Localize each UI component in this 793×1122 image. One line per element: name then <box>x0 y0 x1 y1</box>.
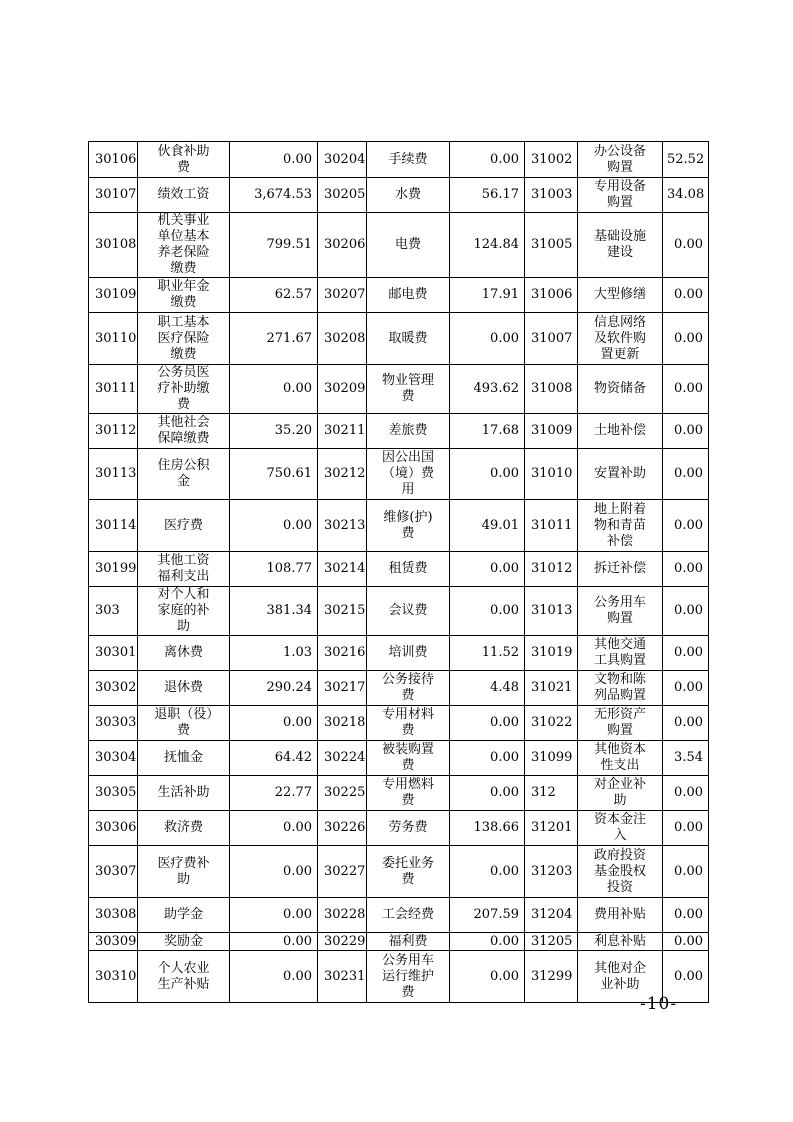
amount-cell: 52.52 <box>663 142 709 178</box>
code-cell: 31201 <box>525 811 578 846</box>
amount-cell: 799.51 <box>230 213 318 278</box>
code-cell: 31021 <box>525 671 578 706</box>
amount-cell: 17.91 <box>450 278 525 313</box>
code-cell: 30310 <box>89 951 138 1003</box>
amount-cell: 0.00 <box>450 846 525 898</box>
code-cell: 30231 <box>318 951 367 1003</box>
table-row <box>89 811 709 846</box>
item-name-cell: 助学金 <box>138 898 230 933</box>
code-cell: 303 <box>89 587 138 636</box>
code-cell: 31205 <box>525 933 578 951</box>
amount-cell: 0.00 <box>663 500 709 552</box>
item-name-cell: 公务员医疗补助缴费 <box>138 365 230 414</box>
item-name-cell: 公务接待费 <box>367 671 450 706</box>
item-name-cell: 政府投资基金股权投资 <box>578 846 663 898</box>
item-name-cell: 电费 <box>367 213 450 278</box>
amount-cell: 207.59 <box>450 898 525 933</box>
amount-cell: 0.00 <box>663 898 709 933</box>
item-name-cell: 被装购置费 <box>367 741 450 776</box>
table-row <box>89 776 709 811</box>
item-name-cell: 取暖费 <box>367 313 450 365</box>
code-cell: 31010 <box>525 449 578 500</box>
code-cell: 30304 <box>89 741 138 776</box>
table-row <box>89 846 709 898</box>
code-cell: 30114 <box>89 500 138 552</box>
item-name-cell: 奖励金 <box>138 933 230 951</box>
amount-cell: 0.00 <box>450 449 525 500</box>
code-cell: 30212 <box>318 449 367 500</box>
code-cell: 30213 <box>318 500 367 552</box>
item-name-cell: 其他社会保障缴费 <box>138 414 230 449</box>
amount-cell: 0.00 <box>450 552 525 587</box>
code-cell: 312 <box>525 776 578 811</box>
amount-cell: 0.00 <box>230 365 318 414</box>
amount-cell: 0.00 <box>663 636 709 671</box>
amount-cell: 108.77 <box>230 552 318 587</box>
item-name-cell: 专用材料费 <box>367 706 450 741</box>
amount-cell: 0.00 <box>663 776 709 811</box>
code-cell: 30218 <box>318 706 367 741</box>
code-cell: 30111 <box>89 365 138 414</box>
item-name-cell: 公务用车购置 <box>578 587 663 636</box>
code-cell: 30305 <box>89 776 138 811</box>
table-row <box>89 671 709 706</box>
code-cell: 30306 <box>89 811 138 846</box>
amount-cell: 0.00 <box>663 587 709 636</box>
item-name-cell: 手续费 <box>367 142 450 178</box>
table-row <box>89 142 709 178</box>
page-number: -10- <box>640 994 678 1014</box>
item-name-cell: 职工基本医疗保险缴费 <box>138 313 230 365</box>
code-cell: 30224 <box>318 741 367 776</box>
item-name-cell: 因公出国（境）费用 <box>367 449 450 500</box>
code-cell: 30209 <box>318 365 367 414</box>
amount-cell: 0.00 <box>230 933 318 951</box>
item-name-cell: 培训费 <box>367 636 450 671</box>
amount-cell: 62.57 <box>230 278 318 313</box>
amount-cell: 0.00 <box>230 951 318 1003</box>
amount-cell: 0.00 <box>663 365 709 414</box>
amount-cell: 0.00 <box>663 414 709 449</box>
item-name-cell: 工会经费 <box>367 898 450 933</box>
code-cell: 30208 <box>318 313 367 365</box>
code-cell: 30207 <box>318 278 367 313</box>
table-row <box>89 313 709 365</box>
code-cell: 30204 <box>318 142 367 178</box>
code-cell: 30302 <box>89 671 138 706</box>
table-row <box>89 933 709 951</box>
table-row <box>89 500 709 552</box>
item-name-cell: 费用补贴 <box>578 898 663 933</box>
item-name-cell: 个人农业生产补贴 <box>138 951 230 1003</box>
item-name-cell: 抚恤金 <box>138 741 230 776</box>
amount-cell: 3.54 <box>663 741 709 776</box>
code-cell: 30229 <box>318 933 367 951</box>
amount-cell: 0.00 <box>230 898 318 933</box>
code-cell: 30226 <box>318 811 367 846</box>
amount-cell: 64.42 <box>230 741 318 776</box>
code-cell: 30206 <box>318 213 367 278</box>
amount-cell: 3,674.53 <box>230 178 318 213</box>
code-cell: 30108 <box>89 213 138 278</box>
amount-cell: 11.52 <box>450 636 525 671</box>
amount-cell: 0.00 <box>450 776 525 811</box>
amount-cell: 124.84 <box>450 213 525 278</box>
item-name-cell: 基础设施建设 <box>578 213 663 278</box>
item-name-cell: 其他工资福利支出 <box>138 552 230 587</box>
item-name-cell: 福利费 <box>367 933 450 951</box>
code-cell: 30228 <box>318 898 367 933</box>
item-name-cell: 安置补助 <box>578 449 663 500</box>
table-row <box>89 587 709 636</box>
table-row <box>89 552 709 587</box>
amount-cell: 138.66 <box>450 811 525 846</box>
amount-cell: 0.00 <box>663 951 709 1003</box>
amount-cell: 1.03 <box>230 636 318 671</box>
amount-cell: 56.17 <box>450 178 525 213</box>
item-name-cell: 职业年金缴费 <box>138 278 230 313</box>
code-cell: 30227 <box>318 846 367 898</box>
amount-cell: 0.00 <box>663 449 709 500</box>
code-cell: 31204 <box>525 898 578 933</box>
item-name-cell: 医疗费补助 <box>138 846 230 898</box>
amount-cell: 0.00 <box>663 811 709 846</box>
item-name-cell: 资本金注入 <box>578 811 663 846</box>
item-name-cell: 绩效工资 <box>138 178 230 213</box>
item-name-cell: 其他交通工具购置 <box>578 636 663 671</box>
item-name-cell: 物业管理费 <box>367 365 450 414</box>
item-name-cell: 无形资产购置 <box>578 706 663 741</box>
amount-cell: 493.62 <box>450 365 525 414</box>
expenditure-table <box>88 141 709 1003</box>
code-cell: 30301 <box>89 636 138 671</box>
item-name-cell: 信息网络及软件购置更新 <box>578 313 663 365</box>
item-name-cell: 伙食补助费 <box>138 142 230 178</box>
table-row <box>89 365 709 414</box>
item-name-cell: 住房公积金 <box>138 449 230 500</box>
code-cell: 30309 <box>89 933 138 951</box>
code-cell: 30214 <box>318 552 367 587</box>
item-name-cell: 退职（役）费 <box>138 706 230 741</box>
item-name-cell: 文物和陈列品购置 <box>578 671 663 706</box>
amount-cell: 4.48 <box>450 671 525 706</box>
code-cell: 31008 <box>525 365 578 414</box>
item-name-cell: 公务用车运行维护费 <box>367 951 450 1003</box>
item-name-cell: 专用燃料费 <box>367 776 450 811</box>
code-cell: 31005 <box>525 213 578 278</box>
item-name-cell: 会议费 <box>367 587 450 636</box>
item-name-cell: 大型修缮 <box>578 278 663 313</box>
code-cell: 30112 <box>89 414 138 449</box>
amount-cell: 34.08 <box>663 178 709 213</box>
amount-cell: 0.00 <box>663 313 709 365</box>
item-name-cell: 对企业补助 <box>578 776 663 811</box>
code-cell: 30107 <box>89 178 138 213</box>
amount-cell: 0.00 <box>230 142 318 178</box>
item-name-cell: 退休费 <box>138 671 230 706</box>
item-name-cell: 利息补贴 <box>578 933 663 951</box>
table-row <box>89 951 709 1003</box>
amount-cell: 0.00 <box>450 706 525 741</box>
item-name-cell: 土地补偿 <box>578 414 663 449</box>
amount-cell: 271.67 <box>230 313 318 365</box>
amount-cell: 0.00 <box>663 213 709 278</box>
code-cell: 30303 <box>89 706 138 741</box>
item-name-cell: 对个人和家庭的补助 <box>138 587 230 636</box>
amount-cell: 0.00 <box>450 587 525 636</box>
amount-cell: 0.00 <box>663 552 709 587</box>
code-cell: 31012 <box>525 552 578 587</box>
code-cell: 31203 <box>525 846 578 898</box>
code-cell: 30110 <box>89 313 138 365</box>
amount-cell: 0.00 <box>663 846 709 898</box>
code-cell: 31299 <box>525 951 578 1003</box>
item-name-cell: 维修(护)费 <box>367 500 450 552</box>
table-body <box>89 142 709 1003</box>
amount-cell: 290.24 <box>230 671 318 706</box>
code-cell: 30199 <box>89 552 138 587</box>
item-name-cell: 水费 <box>367 178 450 213</box>
amount-cell: 0.00 <box>450 741 525 776</box>
table-row <box>89 706 709 741</box>
code-cell: 31006 <box>525 278 578 313</box>
item-name-cell: 医疗费 <box>138 500 230 552</box>
amount-cell: 35.20 <box>230 414 318 449</box>
code-cell: 31009 <box>525 414 578 449</box>
table-row <box>89 898 709 933</box>
code-cell: 30225 <box>318 776 367 811</box>
code-cell: 31019 <box>525 636 578 671</box>
item-name-cell: 生活补助 <box>138 776 230 811</box>
amount-cell: 22.77 <box>230 776 318 811</box>
amount-cell: 0.00 <box>230 811 318 846</box>
item-name-cell: 机关事业单位基本养老保险缴费 <box>138 213 230 278</box>
amount-cell: 750.61 <box>230 449 318 500</box>
item-name-cell: 专用设备购置 <box>578 178 663 213</box>
amount-cell: 0.00 <box>450 142 525 178</box>
code-cell: 31011 <box>525 500 578 552</box>
item-name-cell: 救济费 <box>138 811 230 846</box>
amount-cell: 0.00 <box>230 846 318 898</box>
table-row <box>89 278 709 313</box>
amount-cell: 0.00 <box>663 933 709 951</box>
table-row <box>89 213 709 278</box>
table-row <box>89 178 709 213</box>
code-cell: 30109 <box>89 278 138 313</box>
code-cell: 30205 <box>318 178 367 213</box>
amount-cell: 0.00 <box>230 706 318 741</box>
table-row <box>89 414 709 449</box>
amount-cell: 0.00 <box>663 706 709 741</box>
code-cell: 30113 <box>89 449 138 500</box>
item-name-cell: 劳务费 <box>367 811 450 846</box>
amount-cell: 49.01 <box>450 500 525 552</box>
code-cell: 30215 <box>318 587 367 636</box>
table-row <box>89 636 709 671</box>
item-name-cell: 其他资本性支出 <box>578 741 663 776</box>
code-cell: 30307 <box>89 846 138 898</box>
code-cell: 31002 <box>525 142 578 178</box>
code-cell: 31007 <box>525 313 578 365</box>
amount-cell: 381.34 <box>230 587 318 636</box>
table-row <box>89 449 709 500</box>
amount-cell: 0.00 <box>663 671 709 706</box>
item-name-cell: 委托业务费 <box>367 846 450 898</box>
table-row <box>89 741 709 776</box>
code-cell: 31013 <box>525 587 578 636</box>
item-name-cell: 租赁费 <box>367 552 450 587</box>
code-cell: 30216 <box>318 636 367 671</box>
item-name-cell: 地上附着物和青苗补偿 <box>578 500 663 552</box>
item-name-cell: 其他对企业补助 <box>578 951 663 1003</box>
amount-cell: 0.00 <box>450 313 525 365</box>
code-cell: 30217 <box>318 671 367 706</box>
item-name-cell: 物资储备 <box>578 365 663 414</box>
code-cell: 30211 <box>318 414 367 449</box>
item-name-cell: 办公设备购置 <box>578 142 663 178</box>
code-cell: 31022 <box>525 706 578 741</box>
item-name-cell: 差旅费 <box>367 414 450 449</box>
amount-cell: 0.00 <box>450 951 525 1003</box>
code-cell: 31003 <box>525 178 578 213</box>
amount-cell: 0.00 <box>450 933 525 951</box>
amount-cell: 17.68 <box>450 414 525 449</box>
item-name-cell: 拆迁补偿 <box>578 552 663 587</box>
item-name-cell: 离休费 <box>138 636 230 671</box>
code-cell: 31099 <box>525 741 578 776</box>
amount-cell: 0.00 <box>230 500 318 552</box>
item-name-cell: 邮电费 <box>367 278 450 313</box>
amount-cell: 0.00 <box>663 278 709 313</box>
code-cell: 30106 <box>89 142 138 178</box>
code-cell: 30308 <box>89 898 138 933</box>
